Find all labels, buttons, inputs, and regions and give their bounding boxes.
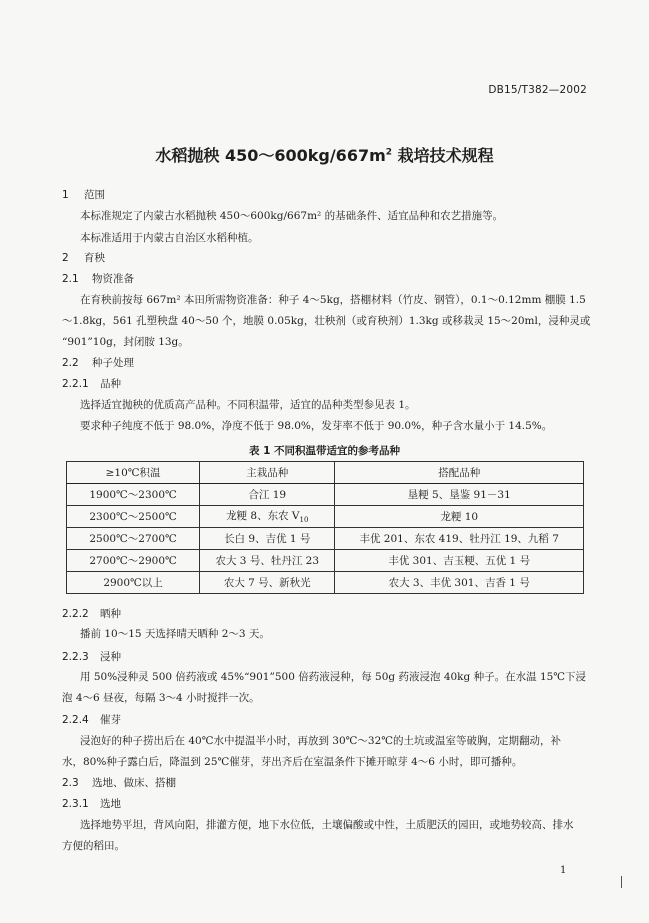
table-cell: 丰优 201、东农 419、牡丹江 19、九稻 7 xyxy=(335,528,584,550)
paragraph: 泡 4～6 昼夜，每隔 3～4 小时搅拌一次。 xyxy=(62,692,260,704)
table-row xyxy=(67,528,584,550)
table-cell: 龙粳 10 xyxy=(335,506,584,528)
section-2-heading: 2 育秧 xyxy=(62,252,105,264)
table-caption: 表 1 不同积温带适宜的参考品种 xyxy=(248,445,401,457)
subscript: 10 xyxy=(299,516,309,525)
section-2-2-1-heading: 2.2.1 品种 xyxy=(62,378,121,390)
table-cell: 龙粳 8、东农 $V_{10}$ xyxy=(200,506,335,528)
table-cell: 合江 19 xyxy=(200,484,335,506)
paragraph: 浸泡好的种子捞出后在 40℃水中提温半小时，再放到 30℃～32℃的土坑或温室等破胸，定期翻动，补 xyxy=(80,735,561,747)
paragraph: “901”10g，封闭胺 13g。 xyxy=(62,336,189,348)
table-cell: 2300℃～2500℃ xyxy=(67,506,200,528)
paragraph: 水，80%种子露白后，降温到 25℃催芽，芽出齐后在室温条件下摊开晾芽 4～6 小时，即可播种。 xyxy=(62,756,523,768)
table-cell: 丰优 301、吉玉粳、五优 1 号 xyxy=(335,550,584,572)
column-header: 搭配品种 xyxy=(335,462,584,484)
section-2-3-1-heading: 2.3.1 选地 xyxy=(62,798,121,810)
section-2-2-4-heading: 2.2.4 催芽 xyxy=(62,714,121,726)
paragraph: 选择适宜抛秧的优质高产品种。不同积温带，适宜的品种类型参见表 1。 xyxy=(80,399,416,411)
table-row xyxy=(67,572,584,594)
section-2-1-heading: 2.1 物资准备 xyxy=(62,273,134,285)
page-title xyxy=(0,143,649,166)
paragraph: 在育秧前按每 667m² 本田所需物资准备：种子 4～5kg，搭棚材料（竹皮、钢管），0.1～0.12mm 棚膜 1.5 xyxy=(80,294,586,306)
table-cell: 1900℃～2300℃ xyxy=(67,484,200,506)
table-cell: 农大 3、丰优 301、吉香 1 号 xyxy=(335,572,584,594)
paragraph: 用 50%浸种灵 500 倍药液或 45%“901”500 倍药液浸种，每 50g 药液浸泡 40kg 种子。在水温 15℃下浸 xyxy=(80,671,587,683)
title-main: 水稻抛秧 450～600kg/667m xyxy=(155,146,386,165)
section-2-3-heading: 2.3 选地、做床、搭棚 xyxy=(62,777,176,789)
title-rest: 栽培技术规程 xyxy=(392,146,494,165)
column-header: 主栽品种 xyxy=(200,462,335,484)
table-cell: 2900℃以上 xyxy=(67,572,200,594)
reference-varieties-table xyxy=(66,461,584,594)
column-header: ≥10℃积温 xyxy=(67,462,200,484)
paragraph: 选择地势平坦，背风向阳，排灌方便，地下水位低，土壤偏酸或中性，土质肥沃的园田，或地势较高、排水 xyxy=(80,819,574,831)
section-1-heading: 1 范围 xyxy=(62,189,105,201)
paragraph: 方便的稻田。 xyxy=(62,840,125,852)
table-cell: 2700℃～2900℃ xyxy=(67,550,200,572)
paragraph: 本标准适用于内蒙古自治区水稻种植。 xyxy=(80,232,259,244)
paragraph: 播前 10～15 天选择晴天晒种 2～3 天。 xyxy=(80,628,270,640)
paragraph: 要求种子纯度不低于 98.0%，净度不低于 98.0%，发芽率不低于 90.0%，种子含水量小于 14.5%。 xyxy=(80,420,553,432)
section-2-2-heading: 2.2 种子处理 xyxy=(62,357,134,369)
table-row xyxy=(67,484,584,506)
section-2-2-2-heading: 2.2.2 晒种 xyxy=(62,608,121,620)
paragraph: ～1.8kg，561 孔塑秧盘 40～50 个，地膜 0.05kg，壮秧剂（或育秧剂）1.3kg 或移栽灵 15～20ml，浸种灵或 xyxy=(62,315,591,327)
table-cell: 2500℃～2700℃ xyxy=(67,528,200,550)
table-row xyxy=(67,550,584,572)
table-cell: 长白 9、吉优 1 号 xyxy=(200,528,335,550)
table-row xyxy=(67,506,584,528)
standard-code: DB15/T382—2002 xyxy=(488,84,587,96)
section-2-2-3-heading: 2.2.3 浸种 xyxy=(62,651,121,663)
edge-mark xyxy=(621,876,622,888)
page-number: 1 xyxy=(560,865,567,876)
table-header-row xyxy=(67,462,584,484)
table-cell: 垦粳 5、垦鉴 91－31 xyxy=(335,484,584,506)
paragraph: 本标准规定了内蒙古水稻抛秧 450～600kg/667m² 的基础条件、适宜品种和农艺措施等。 xyxy=(80,210,504,222)
table-cell: 农大 7 号、新秋光 xyxy=(200,572,335,594)
title-sup: 2 xyxy=(385,147,393,158)
table-cell: 农大 3 号、牡丹江 23 xyxy=(200,550,335,572)
